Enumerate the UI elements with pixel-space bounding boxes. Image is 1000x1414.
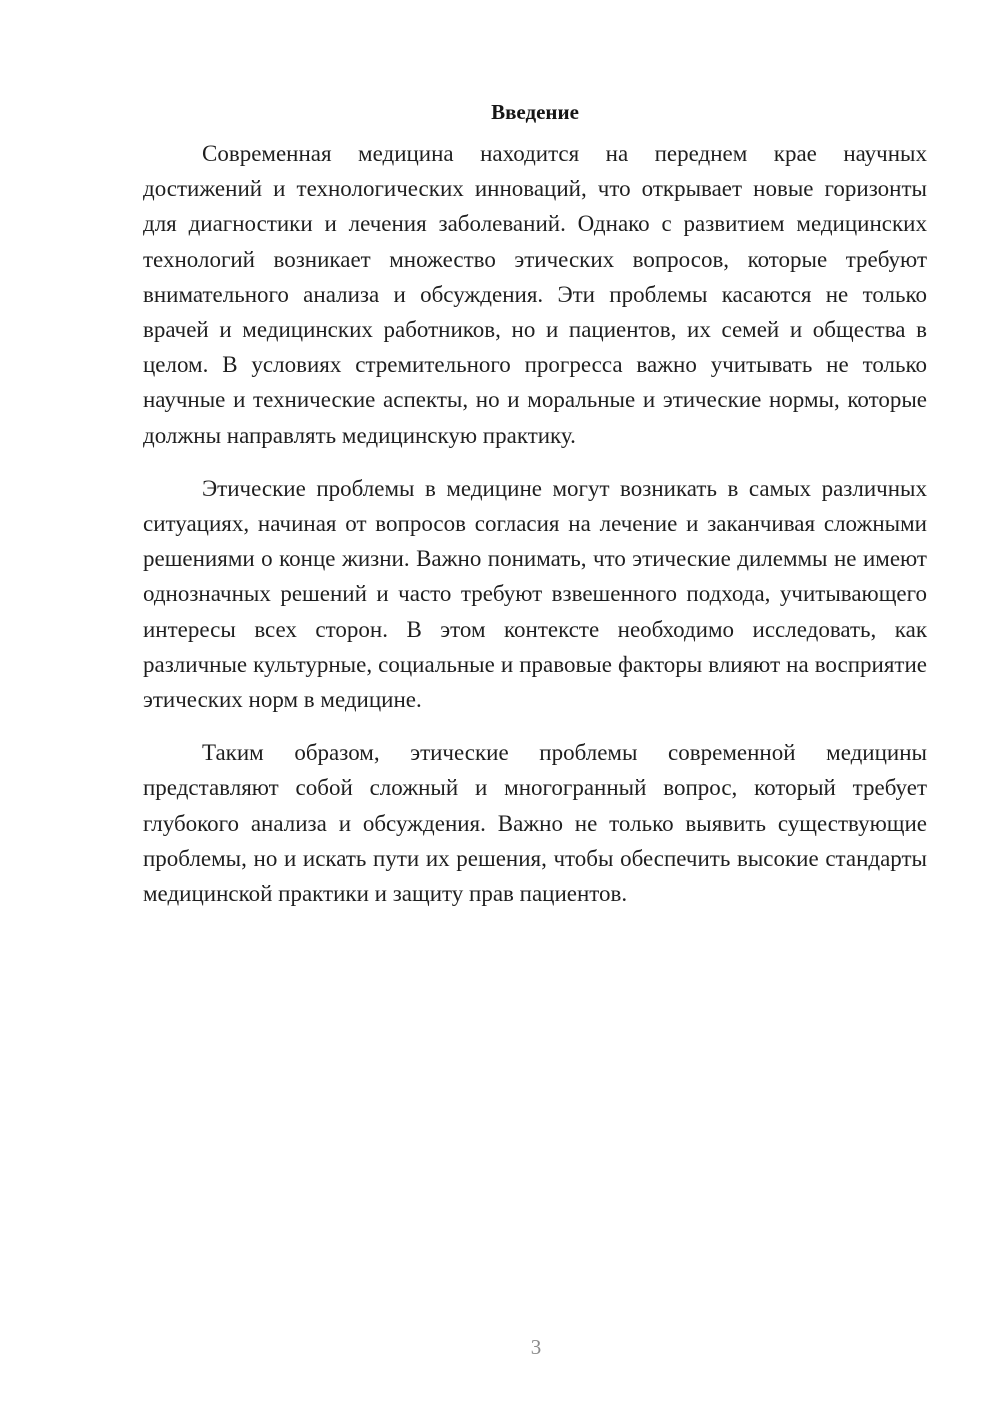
paragraph-2: Этические проблемы в медицине могут возникать в самых различных ситуациях, начиная от вопросов согласия на лечение и заканчивая сложными решениями о конце жизни. Важно понимать, что этические дилеммы не имеют однозначных решений и часто требуют взвешенного подхода, учитывающего интересы всех сторон. В этом контексте необходимо исследовать, как различные культурные, социальные и правовые факторы влияют на восприятие этических норм в медицине. bbox=[143, 475, 927, 713]
page-number: 3 bbox=[530, 1335, 542, 1359]
paragraph-3: Таким образом, этические проблемы современной медицины представляют собой сложный и многогранный вопрос, который требует глубокого анализа и обсуждения. Важно не только выявить существующие проблемы, но и искать пути их решения, чтобы обеспечить высокие стандарты медицинской практики и защиту прав пациентов. bbox=[143, 740, 927, 907]
paragraph-1: Современная медицина находится на переднем крае научных достижений и технологических инноваций, что открывает новые горизонты для диагностики и лечения заболеваний. Однако с развитием медицинских технологий возникает множество этических вопросов, которые требуют внимательного анализа и обсуждения. Эти проблемы касаются не только врачей и медицинских работников, но и пациентов, их семей и общества в целом. В условиях стремительного прогресса важно учитывать не только научные и технические аспекты, но и моральные и этические нормы, которые должны направлять медицинскую практику. bbox=[143, 141, 927, 448]
page-content bbox=[143, 96, 927, 911]
section-heading: Введение bbox=[491, 100, 579, 124]
